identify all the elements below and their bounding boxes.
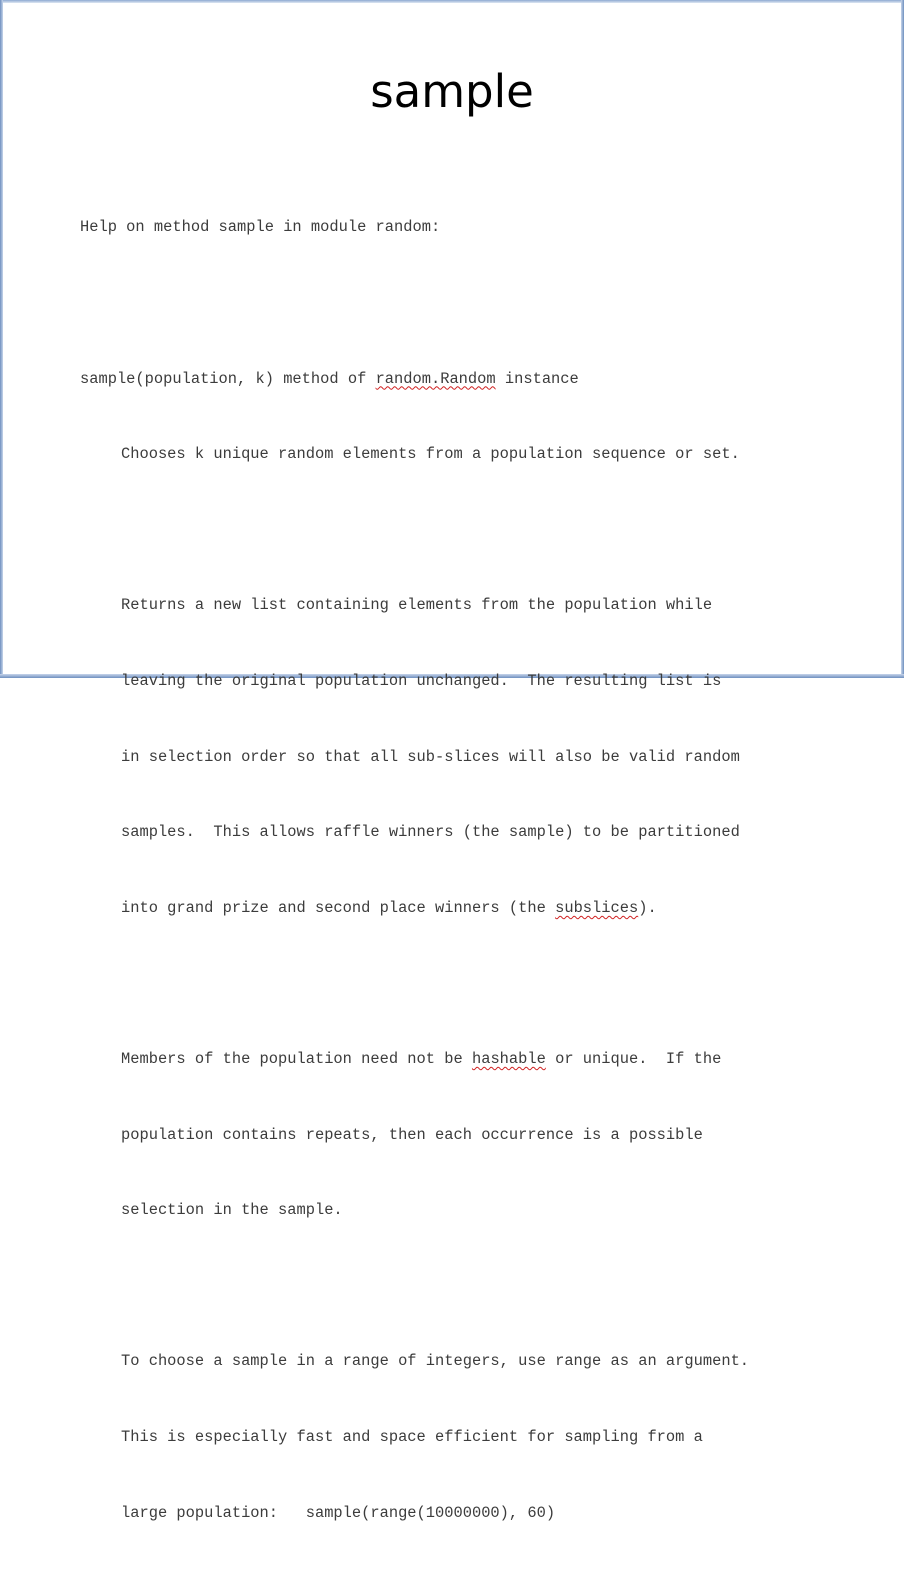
- hashable-word: hashable: [471, 1049, 546, 1068]
- signature-class-name: random.Random: [375, 369, 496, 388]
- para2-first-line: [80, 1047, 880, 1072]
- blank-line: [80, 518, 880, 543]
- para3-line: large population: sample(range(10000000), 60): [121, 1503, 556, 1522]
- para1-line: Returns a new list containing elements from the population while: [121, 596, 713, 615]
- summary-line: Chooses k unique random elements from a population sequence or set.: [121, 445, 740, 464]
- para3-line: This is especially fast and space efficient for sampling from a: [121, 1427, 703, 1446]
- para1-last-suffix: ).: [638, 898, 657, 917]
- blank-line: [80, 1274, 880, 1299]
- help-header: Help on method sample in module random:: [80, 218, 441, 237]
- signature-suffix: instance: [495, 369, 579, 388]
- para1-last-line: [80, 896, 880, 921]
- signature-prefix: sample(population, k) method of: [80, 369, 376, 388]
- signature-line: [80, 367, 880, 392]
- subslices-word: subslices: [555, 898, 639, 917]
- slide-border-top: [0, 0, 904, 3]
- blank-line: [80, 971, 880, 996]
- para3-line: To choose a sample in a range of integers, use range as an argument.: [121, 1352, 750, 1371]
- help-text-block: [80, 165, 880, 1576]
- para2-line: selection in the sample.: [121, 1201, 343, 1220]
- para1-line: samples. This allows raffle winners (the sample) to be partitioned: [121, 823, 740, 842]
- para2-first-suffix: or unique. If the: [545, 1049, 722, 1068]
- para1-line: leaving the original population unchanged. The resulting list is: [121, 671, 722, 690]
- para1-last-prefix: into grand prize and second place winners (the: [121, 898, 556, 917]
- blank-line: [80, 291, 880, 316]
- slide-title: sample: [370, 65, 534, 118]
- para2-first-prefix: Members of the population need not be: [121, 1049, 472, 1068]
- para2-line: population contains repeats, then each occurrence is a possible: [121, 1125, 703, 1144]
- para1-line: in selection order so that all sub-slices will also be valid random: [121, 747, 740, 766]
